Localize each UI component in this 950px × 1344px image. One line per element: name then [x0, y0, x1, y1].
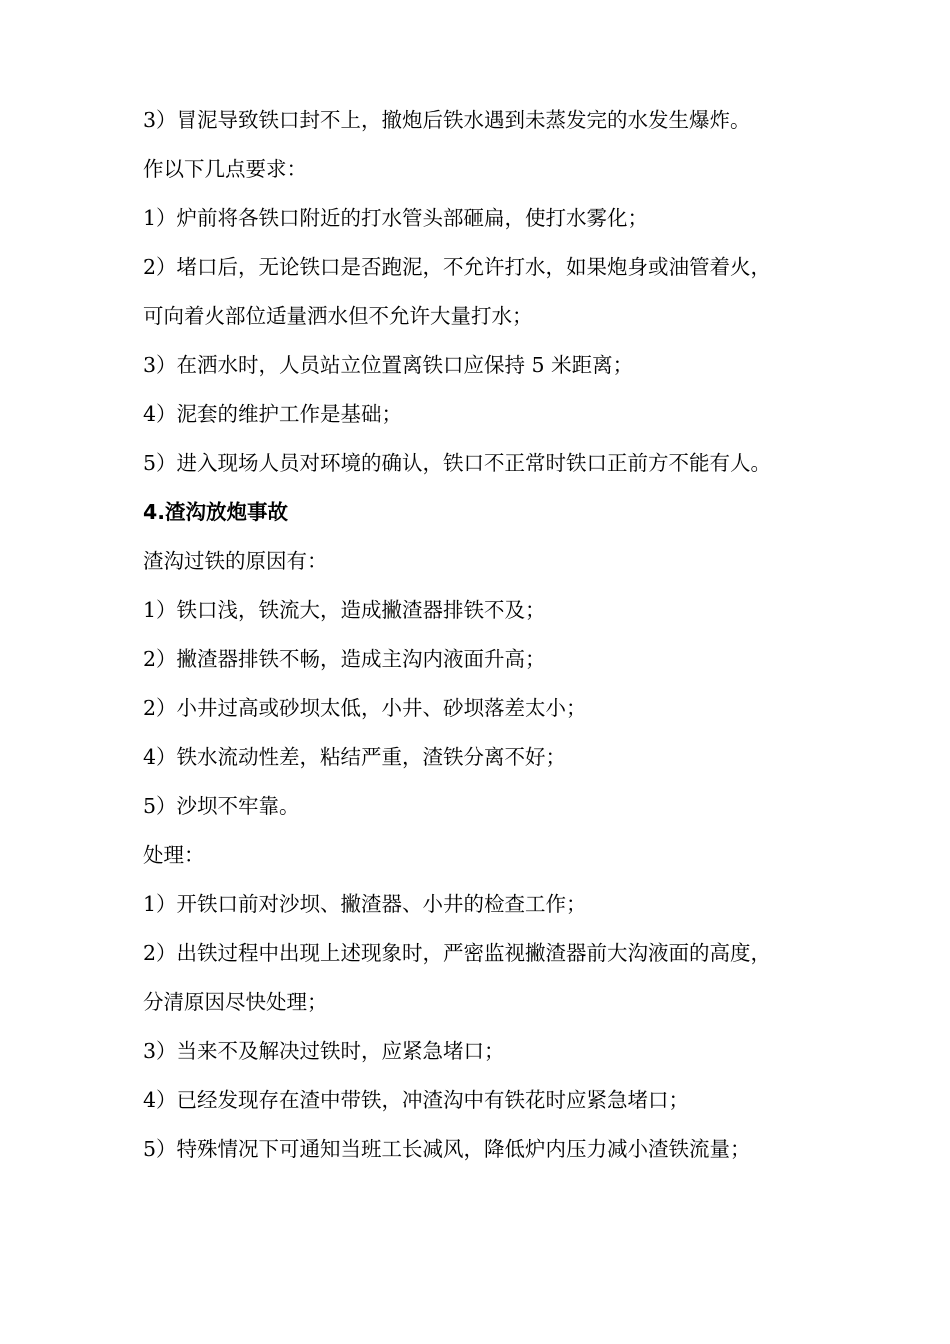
paragraph-line: 3）冒泥导致铁口封不上，撤炮后铁水遇到未蒸发完的水发生爆炸。 [143, 108, 751, 132]
paragraph-line: 分清原因尽快处理； [143, 990, 328, 1014]
paragraph-line: 作以下几点要求： [143, 157, 307, 181]
paragraph-line: 可向着火部位适量洒水但不允许大量打水； [143, 304, 533, 328]
paragraph-line: 处理： [143, 843, 205, 867]
paragraph-line: 3）在洒水时，人员站立位置离铁口应保持 5 米距离； [143, 353, 634, 377]
paragraph-line: 2）堵口后，无论铁口是否跑泥，不允许打水，如果炮身或油管着火， [143, 255, 772, 279]
document-page [143, 104, 833, 1182]
paragraph-line: 2）撇渣器排铁不畅，造成主沟内液面升高； [143, 647, 546, 671]
paragraph-line: 1）铁口浅，铁流大，造成撇渣器排铁不及； [143, 598, 546, 622]
section-heading: 4.渣沟放炮事故 [143, 500, 289, 524]
paragraph-line: 渣沟过铁的原因有： [143, 549, 328, 573]
paragraph-line: 4）泥套的维护工作是基础； [143, 402, 403, 426]
paragraph-line: 2）小井过高或砂坝太低，小井、砂坝落差太小； [143, 696, 587, 720]
paragraph-line: 4）已经发现存在渣中带铁，冲渣沟中有铁花时应紧急堵口； [143, 1088, 690, 1112]
paragraph-line: 3）当来不及解决过铁时，应紧急堵口； [143, 1039, 505, 1063]
paragraph-line: 5）特殊情况下可通知当班工长减风，降低炉内压力减小渣铁流量； [143, 1137, 751, 1161]
paragraph-line: 1）开铁口前对沙坝、撇渣器、小井的检查工作； [143, 892, 587, 916]
paragraph-line: 5）沙坝不牢靠。 [143, 794, 300, 818]
paragraph-line: 1）炉前将各铁口附近的打水管头部砸扁，使打水雾化； [143, 206, 649, 230]
paragraph-line: 5）进入现场人员对环境的确认，铁口不正常时铁口正前方不能有人。 [143, 451, 772, 475]
paragraph-line: 4）铁水流动性差，粘结严重，渣铁分离不好； [143, 745, 567, 769]
paragraph-line: 2）出铁过程中出现上述现象时，严密监视撇渣器前大沟液面的高度， [143, 941, 772, 965]
